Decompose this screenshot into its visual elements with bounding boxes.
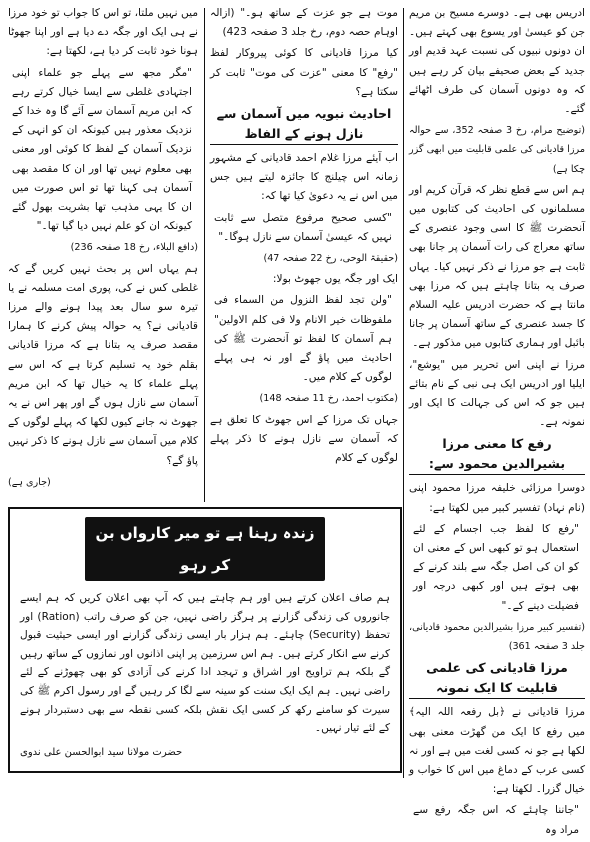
paragraph: جہاں تک مرزا کے اس جھوٹ کا تعلق ہے کہ آسمان سے نازل ہونے کا ذکر پہلے لوگوں کے کلام	[210, 413, 398, 465]
reference: (حقیقۃ الوحی، رخ 22 صفحہ 47)	[263, 253, 398, 265]
quote-box	[8, 507, 402, 773]
column-divider-right	[403, 8, 404, 778]
paragraph: موت ہے جو عزت کے ساتھ ہو۔" (ازالہ اوہام حصہ دوم، رخ جلد 3 صفحہ 423)	[210, 7, 398, 39]
paragraph: دوسرا مرزائی خلیفہ مرزا محمود اپنی (نام نہاد) تفسیر کبیر میں لکھتا ہے:	[409, 482, 585, 514]
continued-marker: (جاری ہے)	[8, 476, 51, 488]
paragraph: ایک اور جگہ یوں جھوٹ بولا:	[272, 273, 398, 286]
reference: (توضیح مرام، رخ 3 صفحہ 352، سے حوالہ مرزا قادیانی کی علمی قابلیت میں ابھی گزر چکا ہے)	[409, 125, 586, 175]
section-heading: رفع کا معنی مرزا بشیرالدین محمود سے:	[409, 434, 585, 475]
box-text: ہم صاف اعلان کرتے ہیں اور ہم چاہتے ہیں کہ آپ بھی اعلان کریں کہ ہم ایسے جانوروں کی زندگی گزارنے پر ہرگز راضی نہیں، جن کو صرف راتب (Ration) اور تحفظ (Security) چاہئے۔ ہم ہزار بار ایسی زندگی گزارنے اور ایسی حیثیت قبول کرنے سے انکار کرتے ہیں۔ ہم اس سرزمین پر اپنی اذانوں اور نمازوں کے ساتھ رہیں گے بلکہ ہم تراویح اور اشراق و تہجد ادا کرنے کی آزادی کو بھی چھوڑنے کے لئے راضی نہیں۔ ہم ایک ایک سنت کو سینہ سے لگا کر رہیں گے اور رسول اکرم ﷺ کی سیرت کو سامنے رکھ کر کسی ایک نقش بلکہ کسی نقطہ سے بھی دستبردار ہونے کے لئے تیار نہیں۔	[20, 592, 390, 735]
paragraph: کیا مرزا قادیانی کا کوئی پیروکار لفظ "رفع" کا معنی "عزت کی موت" ثابت کر سکتا ہے؟	[210, 47, 398, 98]
column-divider-left	[204, 8, 205, 502]
quote: "رفع کا لفظ جب اجسام کے لئے استعمال ہو تو کبھی اس کے معنی ان کو ان کی اصل جگہ سے بلند کرنے کے بھی ہوتے ہیں اور کبھی درجہ اور فضیلت دینے کے۔"	[413, 522, 579, 612]
signature: حضرت مولانا سید ابوالحسن علی ندوی	[20, 746, 183, 758]
quote: "ولن تجد لفظ النزول من السماء فی ملفوظات خیر الانام ولا فی کلم الاولین" ہم آسمان کا لفظ تو آنحضرت ﷺ کی احادیث میں پاؤ گے اور نہ ہی پہلے لوگوں کے کلام میں۔	[214, 294, 392, 384]
paragraph: ہم اس سے قطع نظر کہ قرآن کریم اور مسلمانوں کی احادیث کی کتابوں میں آنحضرت ﷺ کا اسی وجود عنصری کے ساتھ معراج کی رات آسمان پر جانا بھی ثابت ہے جو مرزا نے ذکر نہیں کیا۔ یہاں صرف یہ بتانا چاہتے ہیں کہ مرزا بھی مانتا ہے کہ حضرت ادریس علیہ السلام کا جسد عنصری کے ساتھ آسمان پر جانا بائبل اور ہماری کتابوں میں مذکور ہے۔	[409, 183, 585, 350]
right-column	[409, 4, 585, 842]
paragraph: اب آیئے مرزا غلام احمد قادیانی کے مشہور زمانہ اس چیلنج کا جائزہ لیتے ہیں جس میں اس نے یہ دعویٰ کیا تھا کہ:	[210, 152, 398, 203]
section-heading: احادیث نبویہ میں آسمان سے نازل ہونے کے الفاظ	[210, 104, 398, 145]
reference: (تفسیر کبیر مرزا بشیرالدین محمود قادیانی، جلد 3 صفحہ 361)	[409, 621, 585, 653]
paragraph: ادریس بھی ہے۔ دوسرے مسیح بن مریم جن کو عیسیٰ اور یسوع بھی کہتے ہیں۔ ان دونوں نبیوں کی نسبت عہد قدیم اور جدید کے بعض صحیفے بیان کر رہے ہیں کہ وہ دونوں آسمان کی طرف اٹھائے گئے۔	[409, 7, 585, 116]
quote: "کسی صحیح مرفوع متصل سے ثابت نہیں کہ عیسیٰ آسمان سے نازل ہوگا۔"	[214, 211, 392, 243]
banner-title: زندہ رہنا ہے تو میر کارواں بن کر رہو	[85, 517, 325, 581]
reference: (مکتوب احمد، رخ 11 صفحہ 148)	[259, 393, 398, 405]
paragraph: مرزا قادیانی نے ﴿بل رفعہ اللہ الیہ﴾ میں رفع کا ایک من گھڑت معنی بھی لکھا ہے جو نہ کسی لغت میں ہے اور نہ کسی عرب کے دماغ میں اس کا خواب و خیال گزرا۔ لکھتا ہے:	[409, 706, 585, 796]
section-heading: مرزا قادیانی کی علمی قابلیت کا ایک نمونہ	[409, 658, 585, 699]
quote: "جاننا چاہئے کہ اس جگہ رفع سے مراد وہ	[413, 804, 579, 836]
left-column	[8, 4, 198, 494]
paragraph: میں نہیں ملتا، تو اس کا جواب تو خود مرزا نے ہی ایک اور جگہ دے دیا ہے اور اپنا جھوٹا ہونا خود ثابت کر دیا ہے، لکھتا ہے:	[8, 7, 198, 58]
paragraph: ہم یہاں اس پر بحث نہیں کریں گے کہ غلطی کس نے کی، پوری امت مسلمہ نے یا تیرہ سو سال بعد پیدا ہونے والے مرزا قادیانی نے؟ یہ حوالہ پیش کرنے کا ہمارا مقصد صرف یہ بتانا ہے کہ مرزا قادیانی بقلم خود یہ تسلیم کرتا ہے کہ اس سے پہلے علماء کا یہ خیال تھا کہ ابن مریم آسمان سے نازل ہوں گے اور پھر اس نے یہ جھوٹ نہ جانے کیوں لکھا کہ پہلے لوگوں کے کلام میں آسمان سے نازل ہونے کا ذکر نہیں پاؤ گے؟	[8, 262, 198, 467]
paragraph: مرزا نے اپنی اس تحریر میں "یوشع"، ایلیا اور ادریس ایک ہی نبی کے نام بتائے ہیں جو کہ اس کی جہالت کا ایک اور نمونہ ہے۔	[409, 358, 585, 429]
quote: "مگر مجھ سے پہلے جو علماء اپنی اجتہادی غلطی سے ایسا خیال کرتے رہے کہ ابن مریم آسمان سے آئے گا وہ خدا کے نزدیک معذور ہیں کیونکہ ان کو انہی کے نزدیک آسمان کے لفظ کا کوئی اور معنی بھی معلوم نہیں تھا اور ان کا مقصد بھی آسمان ہی کہنا تھا تو اس صورت میں ان کا یہی مذہب تھا بشریت بھول گئے کیونکہ ان کو علم نہیں دیا گیا تھا۔"	[12, 66, 192, 233]
middle-column	[210, 4, 398, 470]
reference: (دافع البلاء، رخ 18 صفحہ 236)	[70, 242, 198, 254]
